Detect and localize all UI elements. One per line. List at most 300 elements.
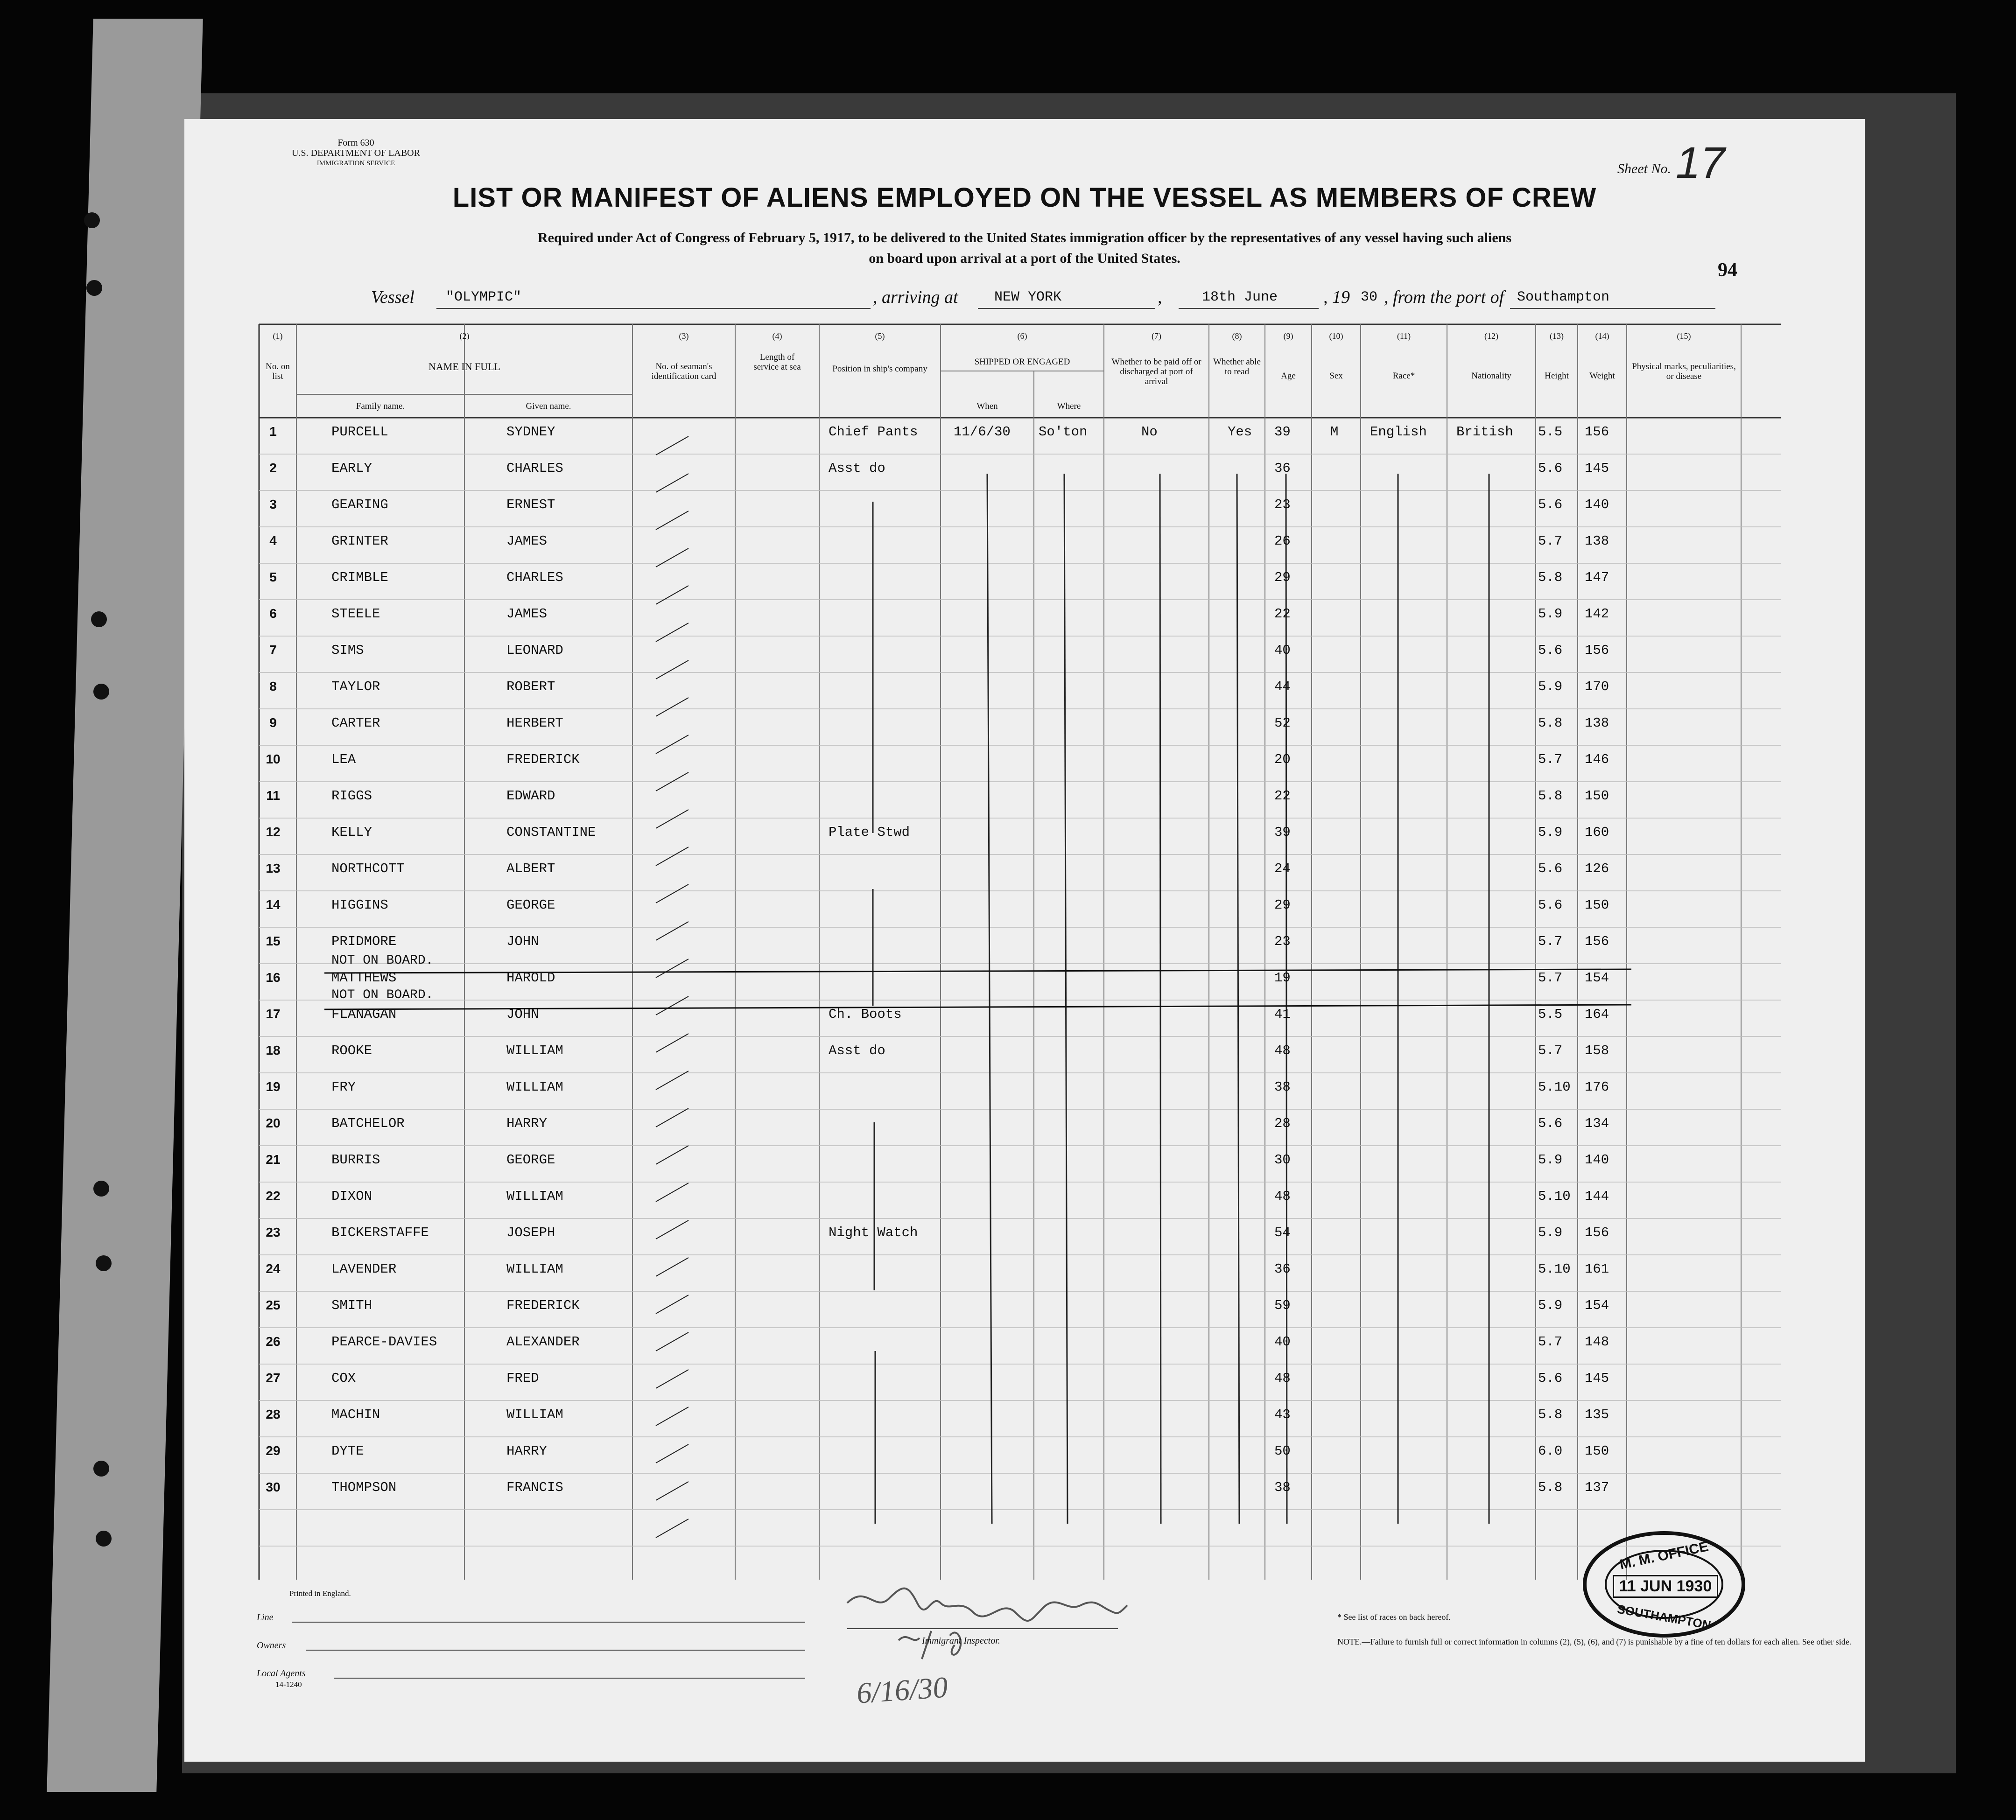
cell-position: Asst do xyxy=(829,1043,885,1058)
table-row xyxy=(184,1073,1865,1109)
cell-no: 20 xyxy=(266,1116,281,1130)
cell-weight: 156 xyxy=(1585,934,1609,949)
table-row xyxy=(184,1255,1865,1291)
cell-height: 5.7 xyxy=(1538,752,1563,767)
cell-no: 28 xyxy=(266,1407,281,1421)
cell-family: LAVENDER xyxy=(331,1261,397,1277)
col9-number: (9) xyxy=(1283,331,1293,341)
col14-header: Weight xyxy=(1589,371,1615,381)
page-number: 94 xyxy=(1718,259,1737,281)
binder-hole xyxy=(86,280,102,296)
col10-number: (10) xyxy=(1329,331,1343,341)
cell-age: 20 xyxy=(1274,752,1291,767)
cell-weight: 156 xyxy=(1585,643,1609,658)
footer-line-blank xyxy=(292,1622,805,1623)
service: IMMIGRATION SERVICE xyxy=(316,160,395,167)
table-row xyxy=(184,927,1865,964)
arriving-port: NEW YORK xyxy=(994,289,1062,305)
cell-weight: 137 xyxy=(1585,1480,1609,1495)
cell-family: BICKERSTAFFE xyxy=(331,1225,429,1240)
cell-family: PURCELL xyxy=(331,424,388,440)
cell-no: 17 xyxy=(266,1007,281,1021)
cell-family: THOMPSON xyxy=(331,1480,397,1495)
cell-age: 36 xyxy=(1274,1261,1291,1277)
cell-weight: 156 xyxy=(1585,1225,1609,1240)
cell-weight: 160 xyxy=(1585,825,1609,840)
cell-family: EARLY xyxy=(331,461,372,476)
cell-age: 44 xyxy=(1274,679,1291,694)
binder-strip xyxy=(47,19,203,1792)
cell-no: 18 xyxy=(266,1043,281,1057)
cell-no: 16 xyxy=(266,970,281,985)
cell-family: COX xyxy=(331,1371,356,1386)
table-row xyxy=(184,1000,1865,1036)
cell-weight: 135 xyxy=(1585,1407,1609,1422)
stamp-top-text: M. M. OFFICE xyxy=(1618,1539,1710,1573)
cell-nationality: British xyxy=(1456,424,1513,440)
stamp-date: 11 JUN 1930 xyxy=(1613,1575,1718,1598)
cell-age: 48 xyxy=(1274,1371,1291,1386)
cell-weight: 126 xyxy=(1585,861,1609,876)
cell-no: 30 xyxy=(266,1480,281,1494)
col2-family-header: Family name. xyxy=(356,401,405,411)
cell-given: GEORGE xyxy=(506,897,555,913)
stamp-bottom-text: SOUTHAMPTON xyxy=(1616,1602,1712,1632)
subtitle-line-2: on board upon arrival at a port of the United States. xyxy=(869,251,1180,266)
cell-position: Asst do xyxy=(829,461,885,476)
col4-header: Length of service at sea xyxy=(753,352,801,372)
table-row xyxy=(184,782,1865,818)
cell-height: 5.8 xyxy=(1538,1480,1563,1495)
cell-position: Ch. Boots xyxy=(829,1007,902,1022)
cell-weight: 145 xyxy=(1585,1371,1609,1386)
table-row xyxy=(184,1146,1865,1182)
cell-given: HARRY xyxy=(506,1443,548,1459)
cell-family: FLANAGAN xyxy=(331,1007,397,1022)
cell-no: 14 xyxy=(266,897,281,912)
col8-header: Whether able to read xyxy=(1213,357,1261,377)
cell-age: 40 xyxy=(1274,643,1291,658)
cell-family: BATCHELOR xyxy=(331,1116,405,1131)
cell-no: 7 xyxy=(269,643,277,657)
cell-family: MATTHEWS xyxy=(331,970,397,986)
cell-height: 5.6 xyxy=(1538,1116,1563,1131)
col12-header: Nationality xyxy=(1471,371,1511,381)
col11-number: (11) xyxy=(1397,331,1411,341)
table-row xyxy=(184,1400,1865,1437)
cell-family: ROOKE xyxy=(331,1043,372,1058)
cell-no: 5 xyxy=(269,570,277,584)
cell-age: 38 xyxy=(1274,1480,1291,1495)
table-row xyxy=(184,636,1865,672)
cell-no: 25 xyxy=(266,1298,281,1312)
cell-family: HIGGINS xyxy=(331,897,388,913)
cell-weight: 150 xyxy=(1585,788,1609,804)
cell-height: 5.7 xyxy=(1538,970,1563,986)
cell-given: ALEXANDER xyxy=(506,1334,580,1350)
cell-height: 5.6 xyxy=(1538,497,1563,512)
cell-family: SMITH xyxy=(331,1298,372,1313)
sheet-number: 17 xyxy=(1676,138,1725,188)
cell-weight: 144 xyxy=(1585,1189,1609,1204)
cell-age: 22 xyxy=(1274,606,1291,622)
col13-header: Height xyxy=(1545,371,1569,381)
cell-weight: 176 xyxy=(1585,1079,1609,1095)
footer-owners-blank xyxy=(306,1650,805,1651)
cell-family: PEARCE-DAVIES xyxy=(331,1334,437,1350)
cell-no: 12 xyxy=(266,825,281,839)
cell-given: WILLIAM xyxy=(506,1043,563,1058)
cell-no: 21 xyxy=(266,1152,281,1167)
vessel-name: "OLYMPIC" xyxy=(446,289,522,305)
col6-where-header: Where xyxy=(1057,401,1081,411)
binder-hole xyxy=(93,1461,109,1477)
col3-number: (3) xyxy=(679,331,689,341)
col2-header: NAME IN FULL xyxy=(428,361,500,372)
cell-height: 5.9 xyxy=(1538,1298,1563,1313)
not-on-board-note: NOT ON BOARD. xyxy=(331,953,434,968)
cell-weight: 170 xyxy=(1585,679,1609,694)
cell-given: JOHN xyxy=(506,934,539,949)
col15-header: Physical marks, peculiarities, or disease xyxy=(1632,362,1736,381)
col7-number: (7) xyxy=(1152,331,1161,341)
cell-age: 22 xyxy=(1274,788,1291,804)
printed-in-note: Printed in England. xyxy=(289,1589,351,1598)
cell-height: 5.7 xyxy=(1538,934,1563,949)
sheet-label: Sheet No. xyxy=(1617,161,1671,176)
col2-given-header: Given name. xyxy=(526,401,571,411)
table-row xyxy=(184,1036,1865,1073)
cell-family: CRIMBLE xyxy=(331,570,388,585)
cell-age: 19 xyxy=(1274,970,1291,986)
cell-height: 5.7 xyxy=(1538,1043,1563,1058)
cell-weight: 154 xyxy=(1585,970,1609,986)
cell-height: 5.10 xyxy=(1538,1189,1571,1204)
cell-given: HAROLD xyxy=(506,970,555,986)
cell-family: GRINTER xyxy=(331,533,388,549)
cell-given: ROBERT xyxy=(506,679,555,694)
cell-height: 5.8 xyxy=(1538,788,1563,804)
col8-number: (8) xyxy=(1232,331,1242,341)
col6-number: (6) xyxy=(1017,331,1027,341)
cell-height: 5.9 xyxy=(1538,679,1563,694)
department: U.S. DEPARTMENT OF LABOR xyxy=(292,148,420,158)
binder-hole xyxy=(91,611,107,627)
cell-age: 38 xyxy=(1274,1079,1291,1095)
cell-height: 5.7 xyxy=(1538,1334,1563,1350)
cell-age: 24 xyxy=(1274,861,1291,876)
table-row xyxy=(184,490,1865,527)
table-row xyxy=(184,818,1865,854)
cell-given: JAMES xyxy=(506,533,548,549)
cell-family: BURRIS xyxy=(331,1152,380,1168)
cell-height: 5.8 xyxy=(1538,570,1563,585)
cell-weight: 140 xyxy=(1585,497,1609,512)
year-suffix: 30 xyxy=(1361,289,1378,305)
table-row xyxy=(184,600,1865,636)
col2-number: (2) xyxy=(459,331,470,341)
cell-no: 27 xyxy=(266,1371,281,1385)
table-row xyxy=(184,527,1865,563)
cell-family: LEA xyxy=(331,752,356,767)
table-row xyxy=(184,745,1865,782)
col14-number: (14) xyxy=(1595,331,1609,341)
cell-age: 50 xyxy=(1274,1443,1291,1459)
cell-age: 39 xyxy=(1274,424,1291,440)
table-row xyxy=(184,1218,1865,1255)
inspector-label: Immigrant Inspector. xyxy=(922,1636,1000,1646)
cell-age: 29 xyxy=(1274,570,1291,585)
col1-number: (1) xyxy=(273,331,283,341)
cell-no: 26 xyxy=(266,1334,281,1349)
cell-family: GEARING xyxy=(331,497,388,512)
table-row xyxy=(184,563,1865,600)
cell-family: TAYLOR xyxy=(331,679,380,694)
cell-family: MACHIN xyxy=(331,1407,380,1422)
cell-given: FRED xyxy=(506,1371,539,1386)
cell-weight: 140 xyxy=(1585,1152,1609,1168)
arrival-date: 18th June xyxy=(1202,289,1278,305)
cell-paid-off: No xyxy=(1141,424,1158,440)
cell-weight: 156 xyxy=(1585,424,1609,440)
cell-given: HERBERT xyxy=(506,715,563,731)
cell-no: 3 xyxy=(269,497,277,511)
table-row xyxy=(184,1364,1865,1400)
cell-given: WILLIAM xyxy=(506,1079,563,1095)
cell-age: 26 xyxy=(1274,533,1291,549)
cell-read: Yes xyxy=(1228,424,1252,440)
col4-number: (4) xyxy=(772,331,782,341)
cell-age: 36 xyxy=(1274,461,1291,476)
cell-family: KELLY xyxy=(331,825,372,840)
cell-no: 10 xyxy=(266,752,281,766)
binder-hole xyxy=(84,212,100,228)
cell-height: 5.8 xyxy=(1538,715,1563,731)
cell-height: 5.9 xyxy=(1538,1152,1563,1168)
table-row xyxy=(184,418,1865,454)
col7-header: Whether to be paid off or discharged at port of arrival xyxy=(1111,357,1201,386)
penalty-note: NOTE.—Failure to furnish full or correct information in columns (2), (5), (6), and (7) is punishable by a fine of ten dollars for each alien. See other side. xyxy=(1337,1637,1852,1646)
col1-header: No. on list xyxy=(266,362,290,381)
cell-given: HARRY xyxy=(506,1116,548,1131)
col15-number: (15) xyxy=(1677,331,1691,341)
cell-family: RIGGS xyxy=(331,788,372,804)
subtitle-line-1: Required under Act of Congress of February 5, 1917, to be delivered to the United States immigration officer by the representatives of any vessel having such aliens xyxy=(538,230,1511,245)
cell-age: 28 xyxy=(1274,1116,1291,1131)
cell-no: 13 xyxy=(266,861,281,875)
cell-weight: 134 xyxy=(1585,1116,1609,1131)
table-row xyxy=(184,1328,1865,1364)
cell-age: 48 xyxy=(1274,1043,1291,1058)
binder-hole xyxy=(96,1255,112,1271)
col9-header: Age xyxy=(1281,371,1296,381)
cell-no: 23 xyxy=(266,1225,281,1239)
col5-header: Position in ship's company xyxy=(832,364,927,374)
cell-sex: M xyxy=(1330,424,1339,440)
cell-age: 59 xyxy=(1274,1298,1291,1313)
arriving-label: , arriving at xyxy=(873,287,958,307)
cell-where: So'ton xyxy=(1039,424,1088,440)
cell-no: 4 xyxy=(269,533,277,548)
binder-hole xyxy=(93,1181,109,1197)
cell-height: 5.8 xyxy=(1538,1407,1563,1422)
cell-family: DYTE xyxy=(331,1443,364,1459)
table-row xyxy=(184,672,1865,709)
cell-height: 5.7 xyxy=(1538,533,1563,549)
col12-number: (12) xyxy=(1484,331,1498,341)
cell-height: 5.5 xyxy=(1538,1007,1563,1022)
cell-height: 6.0 xyxy=(1538,1443,1563,1459)
cell-given: EDWARD xyxy=(506,788,555,804)
cell-given: ERNEST xyxy=(506,497,555,512)
year-prefix: , 19 xyxy=(1323,287,1350,307)
cell-position: Chief Pants xyxy=(829,424,918,440)
cell-weight: 146 xyxy=(1585,752,1609,767)
table-row xyxy=(184,1437,1865,1473)
cell-given: LEONARD xyxy=(506,643,563,658)
cell-family: STEELE xyxy=(331,606,380,622)
cell-height: 5.9 xyxy=(1538,606,1563,622)
table-row xyxy=(184,1473,1865,1510)
cell-no: 19 xyxy=(266,1079,281,1094)
cell-position: Night Watch xyxy=(829,1225,918,1240)
cell-no: 9 xyxy=(269,715,277,730)
cell-weight: 150 xyxy=(1585,1443,1609,1459)
cell-family: FRY xyxy=(331,1079,356,1095)
cell-weight: 161 xyxy=(1585,1261,1609,1277)
cell-given: GEORGE xyxy=(506,1152,555,1168)
cell-no: 6 xyxy=(269,606,277,621)
cell-age: 48 xyxy=(1274,1189,1291,1204)
binder-hole xyxy=(93,684,109,700)
footer-agents-blank xyxy=(334,1678,805,1679)
cell-no: 11 xyxy=(266,788,280,803)
cell-weight: 147 xyxy=(1585,570,1609,585)
cell-given: JOHN xyxy=(506,1007,539,1022)
from-label: , from the port of xyxy=(1384,287,1504,307)
manifest-page xyxy=(184,119,1865,1762)
table-row xyxy=(184,891,1865,927)
cell-height: 5.10 xyxy=(1538,1079,1571,1095)
cell-height: 5.6 xyxy=(1538,897,1563,913)
race-note: * See list of races on back hereof. xyxy=(1337,1612,1451,1622)
footer-agents-code: 14-1240 xyxy=(275,1680,302,1689)
cell-age: 23 xyxy=(1274,497,1291,512)
cell-no: 29 xyxy=(266,1443,281,1458)
cell-height: 5.6 xyxy=(1538,1371,1563,1386)
cell-given: JOSEPH xyxy=(506,1225,555,1240)
cell-age: 23 xyxy=(1274,934,1291,949)
cell-age: 52 xyxy=(1274,715,1291,731)
cell-height: 5.9 xyxy=(1538,1225,1563,1240)
table-row xyxy=(184,964,1865,1000)
cell-weight: 158 xyxy=(1585,1043,1609,1058)
footer-agents-label: Local Agents xyxy=(257,1668,306,1679)
cell-family: NORTHCOTT xyxy=(331,861,405,876)
cell-given: WILLIAM xyxy=(506,1407,563,1422)
col10-header: Sex xyxy=(1329,371,1343,381)
cell-height: 5.6 xyxy=(1538,461,1563,476)
cell-when: 11/6/30 xyxy=(954,424,1011,440)
col6-header: SHIPPED OR ENGAGED xyxy=(974,357,1070,367)
table-row xyxy=(184,854,1865,891)
page-title: LIST OR MANIFEST OF ALIENS EMPLOYED ON THE VESSEL AS MEMBERS OF CREW xyxy=(452,182,1597,213)
cell-age: 41 xyxy=(1274,1007,1291,1022)
col5-number: (5) xyxy=(875,331,885,341)
cell-age: 30 xyxy=(1274,1152,1291,1168)
cell-age: 54 xyxy=(1274,1225,1291,1240)
cell-age: 43 xyxy=(1274,1407,1291,1422)
cell-weight: 138 xyxy=(1585,715,1609,731)
cell-weight: 154 xyxy=(1585,1298,1609,1313)
cell-height: 5.6 xyxy=(1538,861,1563,876)
cell-height: 5.5 xyxy=(1538,424,1563,440)
cell-no: 24 xyxy=(266,1261,281,1276)
cell-given: CHARLES xyxy=(506,570,563,585)
table-row xyxy=(184,1182,1865,1218)
cell-given: FREDERICK xyxy=(506,752,580,767)
cell-no: 22 xyxy=(266,1189,281,1203)
cell-family: CARTER xyxy=(331,715,380,731)
cell-family: PRIDMORE xyxy=(331,934,397,949)
cell-weight: 138 xyxy=(1585,533,1609,549)
cell-age: 39 xyxy=(1274,825,1291,840)
cell-height: 5.10 xyxy=(1538,1261,1571,1277)
cell-given: ALBERT xyxy=(506,861,555,876)
cell-age: 29 xyxy=(1274,897,1291,913)
cell-weight: 148 xyxy=(1585,1334,1609,1350)
cell-weight: 142 xyxy=(1585,606,1609,622)
cell-no: 1 xyxy=(269,424,277,439)
cell-family: DIXON xyxy=(331,1189,372,1204)
signature-date: 6/16/30 xyxy=(855,1670,949,1710)
cell-given: CONSTANTINE xyxy=(506,825,596,840)
table-row xyxy=(184,1109,1865,1146)
cell-given: WILLIAM xyxy=(506,1261,563,1277)
cell-given: SYDNEY xyxy=(506,424,555,440)
col6-when-header: When xyxy=(976,401,998,411)
cell-height: 5.6 xyxy=(1538,643,1563,658)
table-row xyxy=(184,454,1865,490)
cell-height: 5.9 xyxy=(1538,825,1563,840)
cell-position: Plate Stwd xyxy=(829,825,910,840)
cell-given: WILLIAM xyxy=(506,1189,563,1204)
from-port: Southampton xyxy=(1517,289,1610,305)
col13-number: (13) xyxy=(1550,331,1564,341)
binder-hole xyxy=(96,1531,112,1547)
cell-weight: 150 xyxy=(1585,897,1609,913)
cell-no: 15 xyxy=(266,934,281,948)
cell-no: 2 xyxy=(269,461,277,475)
form-number: Form 630 xyxy=(337,138,374,148)
cell-weight: 145 xyxy=(1585,461,1609,476)
cell-given: JAMES xyxy=(506,606,548,622)
comma-separator: , xyxy=(1158,287,1162,307)
footer-owners-label: Owners xyxy=(257,1640,286,1651)
cell-given: FRANCIS xyxy=(506,1480,563,1495)
footer-line-label: Line xyxy=(257,1612,274,1623)
cell-given: FREDERICK xyxy=(506,1298,580,1313)
cell-race: English xyxy=(1370,424,1427,440)
cell-age: 40 xyxy=(1274,1334,1291,1350)
cell-given: CHARLES xyxy=(506,461,563,476)
vessel-label: Vessel xyxy=(371,287,414,307)
col3-header: No. of seaman's identification card xyxy=(651,362,716,381)
cell-family: SIMS xyxy=(331,643,364,658)
cell-weight: 164 xyxy=(1585,1007,1609,1022)
col11-header: Race* xyxy=(1392,371,1415,381)
table-row xyxy=(184,1291,1865,1328)
